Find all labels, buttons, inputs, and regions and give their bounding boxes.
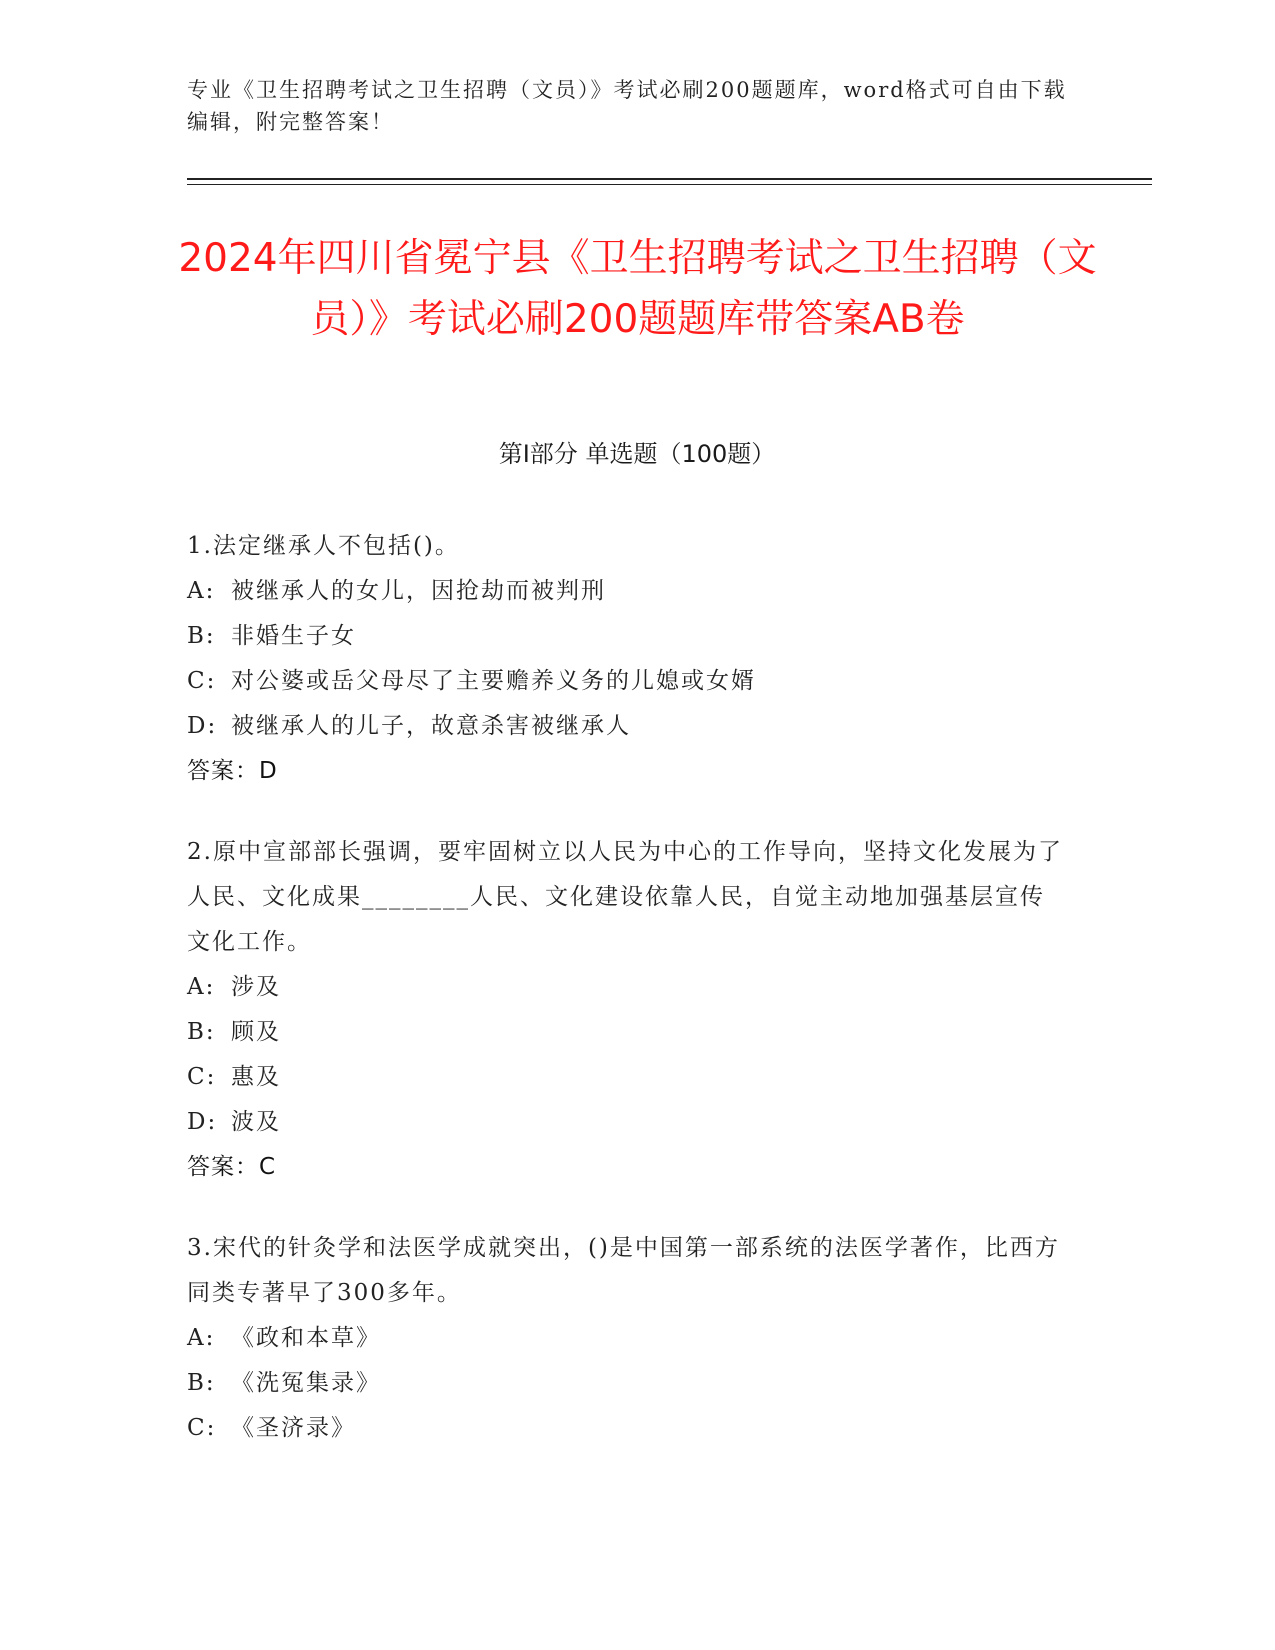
option-b [187,1361,1067,1406]
option-text: 《圣济录》 [231,1415,356,1441]
option-text: 《政和本草》 [231,1325,381,1351]
option-key: D: [187,713,218,739]
option-key: C: [187,668,217,694]
question-stem: 1.法定继承人不包括()。 [187,533,460,559]
option-key: B: [187,623,216,649]
option-b [187,1010,1067,1055]
option-text: 涉及 [231,974,281,1000]
option-c [187,659,1067,704]
option-key: D: [187,1109,218,1135]
question-1 [187,524,1067,794]
section-title: 第Ⅰ部分 单选题（100题） [498,440,776,468]
option-a [187,569,1067,614]
question-stem: 3.宋代的针灸学和法医学成就突出，()是中国第一部系统的法医学著作，比西方同类专著早了300多年。 [187,1235,1060,1306]
answer: 答案：C [187,1154,277,1180]
option-c [187,1406,1067,1451]
option-key: C: [187,1064,217,1090]
question-list [187,524,1067,1487]
option-d [187,1100,1067,1145]
option-text: 被继承人的儿子，故意杀害被继承人 [231,713,631,739]
header-note: 专业《卫生招聘考试之卫生招聘（文员）》考试必刷200题题库，word格式可自由下载编辑，附完整答案！ [187,78,1067,134]
option-c [187,1055,1067,1100]
option-key: A: [187,1325,216,1351]
option-d [187,704,1067,749]
option-text: 波及 [231,1109,281,1135]
answer: 答案：D [187,758,278,784]
question-2 [187,830,1067,1190]
option-text: 《洗冤集录》 [231,1370,381,1396]
option-a [187,1316,1067,1361]
option-text: 惠及 [231,1064,281,1090]
option-key: B: [187,1370,216,1396]
option-text: 顾及 [231,1019,281,1045]
option-text: 非婚生子女 [231,623,356,649]
option-key: A: [187,578,216,604]
option-key: A: [187,974,216,1000]
document-title: 2024年四川省冕宁县《卫生招聘考试之卫生招聘（文员）》考试必刷200题题库带答案AB卷 [178,236,1097,342]
option-key: B: [187,1019,216,1045]
option-text: 对公婆或岳父母尽了主要赡养义务的儿媳或女婿 [231,668,756,694]
header-divider-thin [187,184,1152,185]
option-text: 被继承人的女儿，因抢劫而被判刑 [231,578,606,604]
option-a [187,965,1067,1010]
option-key: C: [187,1415,217,1441]
header-divider [187,178,1152,180]
option-b [187,614,1067,659]
question-3 [187,1226,1067,1451]
question-stem: 2.原中宣部部长强调，要牢固树立以人民为中心的工作导向，坚持文化发展为了人民、文化成果________人民、文化建设依靠人民，自觉主动地加强基层宣传文化工作。 [187,839,1063,955]
